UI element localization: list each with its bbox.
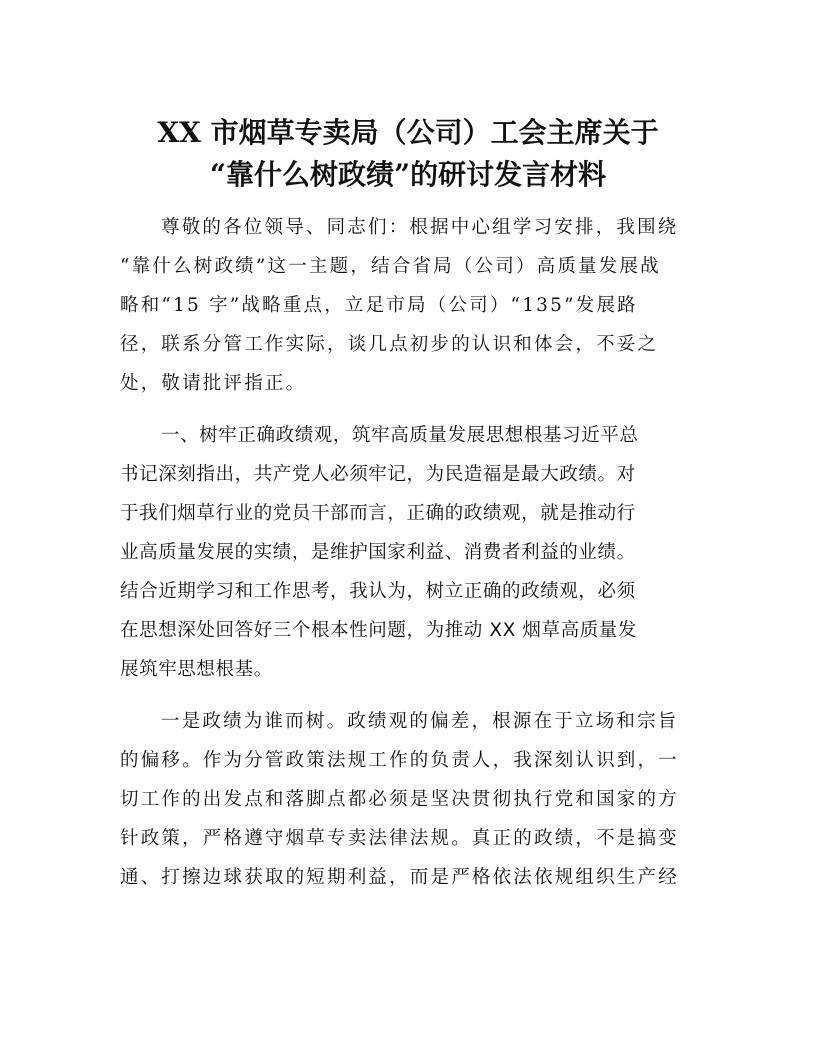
paragraph-line: 切工作的出发点和落脚点都必须是坚决贯彻执行党和国家的方 <box>120 789 679 810</box>
paragraph-line: 径，联系分管工作实际，谈几点初步的认识和体会，不妥之 <box>120 334 659 355</box>
paragraph-line: 一、树牢正确政绩观，筑牢高质量发展思想根基习近平总 <box>161 425 639 446</box>
document-title-line-2: “靠什么树政绩”的研讨发言材料 <box>209 158 607 191</box>
paragraph-opening <box>120 208 700 403</box>
paragraph-line: 书记深刻指出，共产党人必须牢记，为民造福是最大政绩。对 <box>120 464 636 485</box>
paragraph-line: 结合近期学习和工作思考，我认为，树立正确的政绩观，必须 <box>120 581 636 602</box>
paragraph-line: 通、打擦边球获取的短期利益，而是严格依法依规组织生产经 <box>120 867 679 888</box>
paragraph-line: 尊敬的各位领导、同志们：根据中心组学习安排，我围绕 <box>161 217 679 238</box>
paragraph-line: 略和“15 字”战略重点，立足市局（公司）“135”发展路 <box>120 295 638 316</box>
document-title-line-1: XX 市烟草专卖局（公司）工会主席关于 <box>157 116 659 149</box>
paragraph-line: 展筑牢思想根基。 <box>120 659 273 680</box>
paragraph-section-one-heading <box>120 416 700 689</box>
paragraph-point-one <box>120 702 700 897</box>
paragraph-line: 在思想深处回答好三个根本性问题，为推动 XX 烟草高质量发 <box>120 620 638 641</box>
paragraph-line: 业高质量发展的实绩，是维护国家利益、消费者利益的业绩。 <box>120 542 636 563</box>
paragraph-line: “靠什么树政绩”这一主题，结合省局（公司）高质量发展战 <box>120 256 661 277</box>
paragraph-line: 处，敬请批评指正。 <box>120 373 307 394</box>
paragraph-line: 一是政绩为谁而树。政绩观的偏差，根源在于立场和宗旨 <box>161 711 679 732</box>
paragraph-line: 于我们烟草行业的党员干部而言，正确的政绩观，就是推动行 <box>120 503 636 524</box>
paragraph-line: 的偏移。作为分管政策法规工作的负责人，我深刻认识到，一 <box>120 750 679 771</box>
paragraph-line: 针政策，严格遵守烟草专卖法律法规。真正的政绩，不是搞变 <box>120 828 679 849</box>
